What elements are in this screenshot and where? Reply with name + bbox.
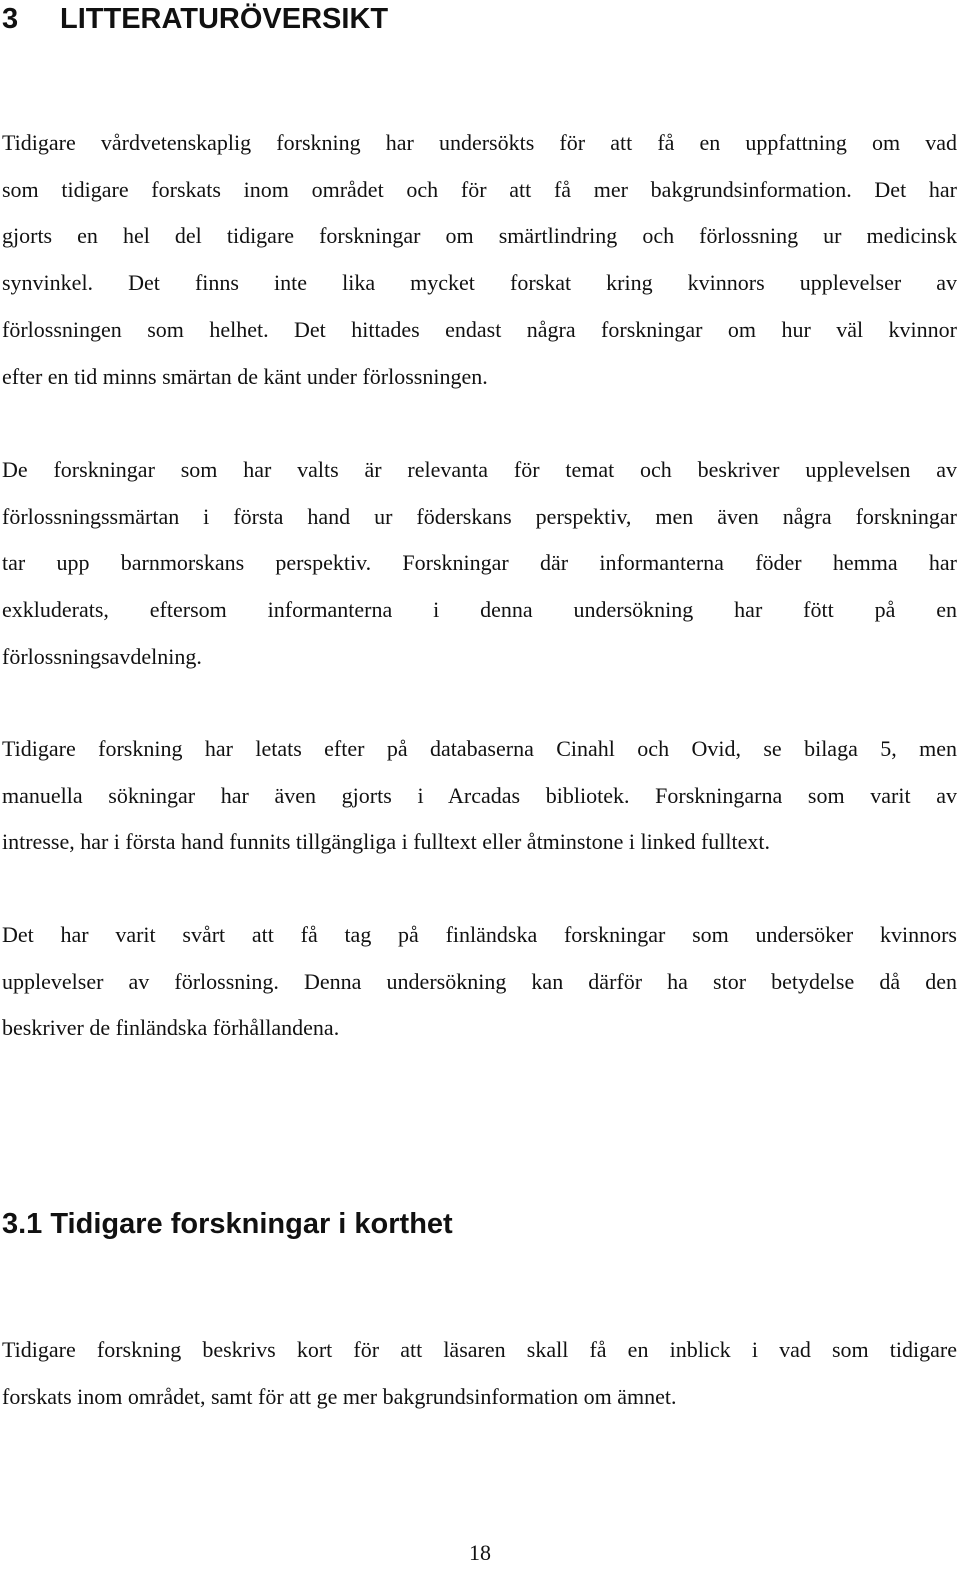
section-title: LITTERATURÖVERSIKT bbox=[60, 3, 389, 35]
section-number: 3 bbox=[2, 3, 19, 35]
text-line: förlossningssmärtan i första hand ur föderskans perspektiv, men även några forskningar bbox=[2, 503, 957, 529]
paragraph-intro bbox=[2, 120, 957, 400]
paragraph-selection bbox=[2, 447, 957, 681]
text-line: som tidigare forskats inom området och för att få mer bakgrundsinformation. Det har bbox=[2, 176, 957, 202]
text-line: Tidigare forskning beskrivs kort för att läsaren skall få en inblick i vad som tidigare bbox=[2, 1337, 957, 1362]
text-line: Det har varit svårt att få tag på finländska forskningar som undersöker kvinnors bbox=[2, 922, 957, 947]
text-line: tar upp barnmorskans perspektiv. Forskningar där informanterna föder hemma har bbox=[2, 550, 957, 576]
paragraph-finnish-research bbox=[2, 912, 957, 1052]
paragraph-subsection bbox=[2, 1327, 957, 1420]
subsection-heading: 3.1 Tidigare forskningar i korthet bbox=[2, 1208, 453, 1240]
text-line: exkluderats, eftersom informanterna i denna undersökning har fött på en bbox=[2, 597, 957, 623]
text-line: De forskningar som har valts är relevanta för temat och beskriver upplevelsen av bbox=[2, 457, 957, 482]
text-line: Tidigare forskning har letats efter på databaserna Cinahl och Ovid, se bilaga 5, men bbox=[2, 736, 957, 761]
text-line: förlossningsavdelning. bbox=[2, 643, 202, 669]
text-line: upplevelser av förlossning. Denna undersökning kan därför ha stor betydelse då den bbox=[2, 968, 957, 994]
paragraph-databases bbox=[2, 726, 957, 866]
text-line: förlossningen som helhet. Det hittades endast några forskningar om hur väl kvinnor bbox=[2, 316, 957, 342]
text-line: beskriver de finländska förhållandena. bbox=[2, 1015, 340, 1041]
text-line: forskats inom området, samt för att ge mer bakgrundsinformation om ämnet. bbox=[2, 1383, 677, 1409]
text-line: synvinkel. Det finns inte lika mycket forskat kring kvinnors upplevelser av bbox=[2, 270, 957, 296]
text-line: intresse, har i första hand funnits tillgängliga i fulltext eller åtminstone i linked fulltext. bbox=[2, 829, 770, 855]
text-line: efter en tid minns smärtan de känt under förlossningen. bbox=[2, 363, 488, 389]
text-line: manuella sökningar har även gjorts i Arcadas bibliotek. Forskningarna som varit av bbox=[2, 782, 957, 808]
text-line: gjorts en hel del tidigare forskningar om smärtlindring och förlossning ur medicinsk bbox=[2, 223, 957, 249]
section-heading bbox=[2, 0, 388, 38]
text-line: Tidigare vårdvetenskaplig forskning har undersökts för att få en uppfattning om vad bbox=[2, 130, 957, 155]
page-number: 18 bbox=[469, 1540, 491, 1565]
